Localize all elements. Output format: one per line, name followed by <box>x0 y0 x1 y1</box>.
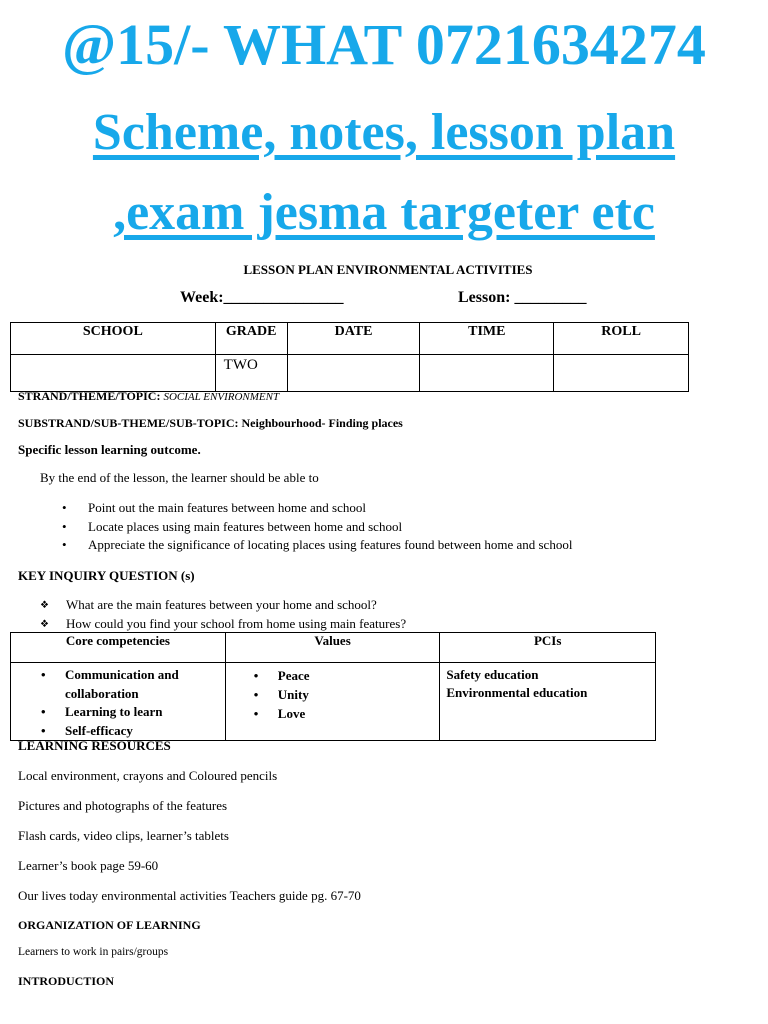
header-date: DATE <box>287 323 420 355</box>
list-item: ❖ What are the main features between your home and school? <box>40 596 406 615</box>
promo-contact-line: @15/- WHAT 0721634274 <box>62 12 706 77</box>
competencies-header-row <box>11 633 656 663</box>
strand-label: STRAND/THEME/TOPIC: <box>18 389 164 403</box>
promo-link-line-2[interactable]: ,exam jesma targeter etc <box>113 184 655 241</box>
promo-link-line-1[interactable]: Scheme, notes, lesson plan <box>92 104 676 161</box>
list-item: • Love <box>226 704 440 723</box>
header-pcis: PCIs <box>440 633 656 663</box>
info-table-value-row <box>11 355 689 392</box>
resource-item: Flash cards, video clips, learner’s tablets <box>18 828 229 843</box>
resource-item: Learner’s book page 59-60 <box>18 858 159 873</box>
list-item: • Communication and collaboration <box>11 666 225 703</box>
outcome-list <box>62 499 572 555</box>
inquiry-heading: KEY INQUIRY QUESTION (s) <box>18 568 195 583</box>
header-time: TIME <box>420 323 554 355</box>
week-field: Week:_______________ <box>180 289 344 306</box>
strand-line <box>18 389 279 404</box>
header-values: Values <box>225 633 440 663</box>
resource-item: Local environment, crayons and Coloured pencils <box>18 768 278 783</box>
competencies-table <box>10 632 656 741</box>
list-item: • Self-efficacy <box>11 722 225 741</box>
pcis-cell <box>440 663 656 741</box>
header-core-competencies: Core competencies <box>11 633 226 663</box>
values-cell <box>225 663 440 741</box>
organization-heading: ORGANIZATION OF LEARNING <box>18 918 201 932</box>
lesson-field: Lesson: _________ <box>458 289 587 306</box>
header-school: SCHOOL <box>11 323 216 355</box>
list-item: • Learning to learn <box>11 703 225 722</box>
list-item: • Point out the main features between home and school <box>62 499 572 518</box>
list-item: • Locate places using main features between home and school <box>62 518 572 537</box>
inquiry-list <box>40 596 406 633</box>
competencies-body-row <box>11 663 656 741</box>
list-item: • Unity <box>226 685 440 704</box>
value-roll <box>554 355 689 392</box>
competencies-cell <box>11 663 226 741</box>
strand-value: SOCIAL ENVIRONMENT <box>163 391 280 403</box>
pci-item: Safety education <box>446 667 539 682</box>
list-item: • Peace <box>226 666 440 685</box>
value-school <box>11 355 216 392</box>
resource-item: Our lives today environmental activities Teachers guide pg. 67-70 <box>18 888 361 903</box>
header-roll: ROLL <box>554 323 689 355</box>
list-item: • Appreciate the significance of locating places using features found between home and school <box>62 536 572 555</box>
info-table-header-row <box>11 323 689 355</box>
lesson-plan-title: LESSON PLAN ENVIRONMENTAL ACTIVITIES <box>243 262 533 277</box>
organization-text: Learners to work in pairs/groups <box>18 946 169 958</box>
outcome-intro: By the end of the lesson, the learner should be able to <box>40 470 319 485</box>
substrand-line: SUBSTRAND/SUB-THEME/SUB-TOPIC: Neighbourhood- Finding places <box>18 416 403 430</box>
value-grade: TWO <box>215 355 287 392</box>
outcome-heading: Specific lesson learning outcome. <box>18 442 201 457</box>
resources-heading: LEARNING RESOURCES <box>18 738 171 753</box>
resource-item: Pictures and photographs of the features <box>18 798 228 813</box>
pci-item: Environmental education <box>446 685 588 700</box>
value-date <box>287 355 420 392</box>
value-time <box>420 355 554 392</box>
header-grade: GRADE <box>215 323 287 355</box>
lesson-info-table <box>10 322 689 392</box>
introduction-heading: INTRODUCTION <box>18 974 115 988</box>
list-item: ❖ How could you find your school from home using main features? <box>40 615 406 634</box>
